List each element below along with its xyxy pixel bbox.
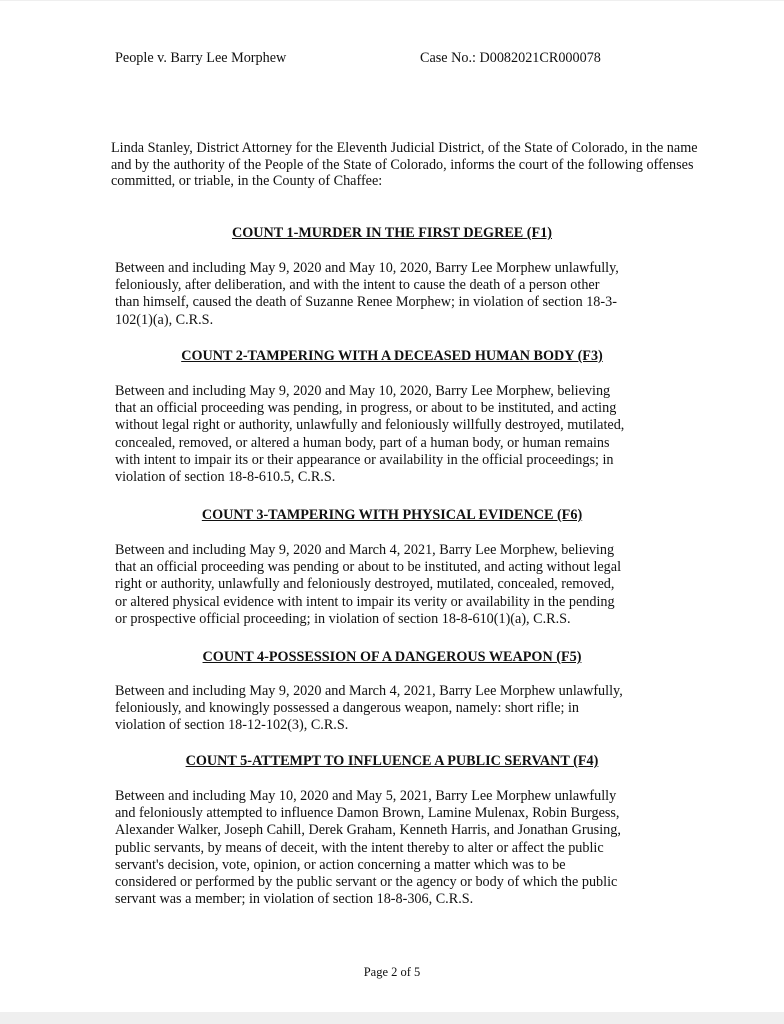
count-5-line: and feloniously attempted to influence Damon Brown, Lamine Mulenax, Robin Burgess, — [115, 805, 620, 822]
case-caption: People v. Barry Lee Morphew — [115, 50, 287, 66]
count-1-line: Between and including May 9, 2020 and May 10, 2020, Barry Lee Morphew unlawfully, — [115, 260, 619, 276]
page-number: Page 2 of 5 — [363, 965, 421, 979]
count-5-line: servant's decision, vote, opinion, or action concerning a matter which was to be — [115, 856, 566, 873]
count-2-body — [115, 383, 675, 486]
count-3-line: or altered physical evidence with intent to impair its verity or availability in the pending — [115, 593, 615, 610]
count-3-line: right or authority, unlawfully and feloniously destroyed, mutilated, concealed, removed, — [115, 576, 615, 593]
document-page — [0, 1, 784, 1012]
count-3-line: that an official proceeding was pending or about to be instituted, and acting without legal — [115, 559, 622, 576]
count-2-line: that an official proceeding was pending, in progress, or about to be instituted, and acting — [115, 400, 617, 417]
count-4-body — [115, 683, 675, 735]
count-3-heading: COUNT 3-TAMPERING WITH PHYSICAL EVIDENCE (F6) — [201, 507, 583, 523]
count-5-body — [115, 788, 675, 908]
count-5-line: considered or performed by the public servant or the agency or body of which the public — [115, 874, 618, 891]
count-4-line: feloniously, and knowingly possessed a dangerous weapon, namely: short rifle; in — [115, 700, 580, 717]
count-4-line: Between and including May 9, 2020 and March 4, 2021, Barry Lee Morphew unlawfully, — [115, 683, 623, 699]
count-1-heading: COUNT 1-MURDER IN THE FIRST DEGREE (F1) — [231, 225, 553, 241]
count-1-line: than himself, caused the death of Suzanne Renee Morphew; in violation of section 18-3- — [115, 294, 617, 311]
count-1-line: 102(1)(a), C.R.S. — [115, 311, 214, 328]
count-2-line: concealed, removed, or altered a human body, part of a human body, or human remains — [115, 434, 610, 451]
count-2-heading: COUNT 2-TAMPERING WITH A DECEASED HUMAN BODY (F3) — [181, 348, 603, 364]
count-1-line: feloniously, after deliberation, and with the intent to cause the death of a person other — [115, 277, 600, 294]
count-2-line: with intent to impair its or their appearance or availability in the official proceedings; in — [115, 451, 614, 468]
count-3-line: or prospective official proceeding; in violation of section 18-8-610(1)(a), C.R.S. — [115, 610, 571, 627]
count-2-line: without legal right or authority, unlawfully and feloniously willfully destroyed, mutilated, — [115, 417, 625, 434]
count-4-heading: COUNT 4-POSSESSION OF A DANGEROUS WEAPON (F5) — [202, 649, 582, 665]
count-3-body — [115, 542, 675, 628]
count-3-line: Between and including May 9, 2020 and March 4, 2021, Barry Lee Morphew, believing — [115, 542, 615, 558]
intro-paragraph: Linda Stanley, District Attorney for the Eleventh Judicial District, of the State of Colorado, in the name and by the authority of the People of the State of Colorado, informs the court of the following offenses committed, or triable, in the County of Chaffee: — [111, 140, 698, 189]
count-5-line: servant was a member; in violation of section 18-8-306, C.R.S. — [115, 891, 474, 908]
count-5-line: Between and including May 10, 2020 and May 5, 2021, Barry Lee Morphew unlawfully — [115, 788, 617, 804]
case-number: Case No.: D0082021CR000078 — [420, 50, 601, 66]
count-5-heading: COUNT 5-ATTEMPT TO INFLUENCE A PUBLIC SERVANT (F4) — [185, 753, 599, 769]
count-1-body — [115, 260, 675, 329]
count-4-line: violation of section 18-12-102(3), C.R.S. — [115, 717, 349, 734]
count-2-line: violation of section 18-8-610.5, C.R.S. — [115, 469, 336, 486]
count-5-line: public servants, by means of deceit, with the intent thereby to alter or affect the public — [115, 839, 604, 856]
count-2-line: Between and including May 9, 2020 and May 10, 2020, Barry Lee Morphew, believing — [115, 383, 611, 399]
count-5-line: Alexander Walker, Joseph Cahill, Derek Graham, Kenneth Harris, and Jonathan Grusing, — [115, 822, 621, 839]
